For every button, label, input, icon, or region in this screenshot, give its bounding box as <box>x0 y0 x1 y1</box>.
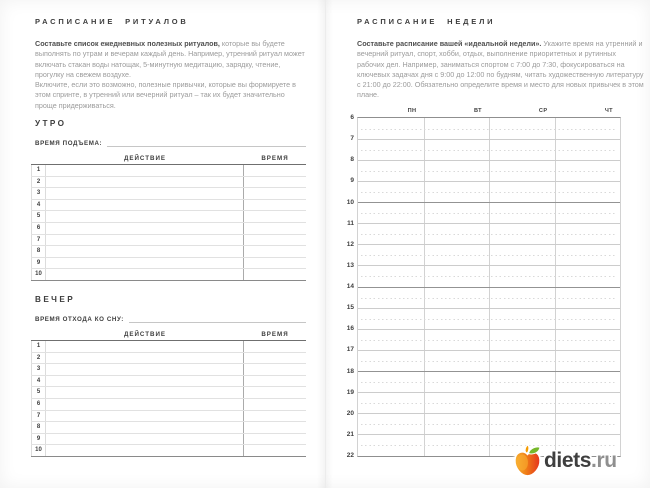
table-row <box>31 269 306 281</box>
half-hour-line <box>361 403 617 404</box>
hour-line <box>358 223 620 224</box>
row-number: 4 <box>31 200 46 211</box>
hour-line <box>358 392 620 393</box>
row-number: 10 <box>31 445 46 456</box>
row-number: 3 <box>31 364 46 375</box>
table-row <box>31 376 306 388</box>
action-cell <box>46 235 244 246</box>
day-header-пн: ПН <box>407 108 417 114</box>
half-hour-line <box>361 150 617 151</box>
time-cell <box>244 269 306 280</box>
row-number: 7 <box>31 411 46 422</box>
row-number: 8 <box>31 246 46 257</box>
time-cell <box>244 341 306 352</box>
hour-line <box>358 287 620 288</box>
page-gutter-divider <box>325 0 326 488</box>
hour-label-22: 22 <box>346 452 354 459</box>
time-cell <box>244 411 306 422</box>
action-cell <box>46 211 244 222</box>
hour-line <box>358 350 620 351</box>
action-cell <box>46 200 244 211</box>
logo-domain: .ru <box>591 448 617 472</box>
evening-rituals-table <box>31 328 306 457</box>
bed-time-field <box>35 314 306 323</box>
week-intro-text <box>357 39 645 101</box>
table-row <box>31 200 306 212</box>
wake-time-label: ВРЕМЯ ПОДЪЕМА: <box>35 140 103 147</box>
time-cell <box>244 258 306 269</box>
column-header-action: ДЕЙСТВИЕ <box>123 154 167 162</box>
table-row <box>31 422 306 434</box>
hour-line <box>358 265 620 266</box>
half-hour-line <box>361 171 617 172</box>
row-number: 8 <box>31 422 46 433</box>
hour-line <box>358 139 620 140</box>
row-number: 2 <box>31 177 46 188</box>
half-hour-line <box>361 192 617 193</box>
action-cell <box>46 422 244 433</box>
morning-rituals-table <box>31 152 306 281</box>
page-title-rituals: РАСПИСАНИЕ РИТУАЛОВ <box>35 17 189 26</box>
action-cell <box>46 376 244 387</box>
half-hour-line <box>361 361 617 362</box>
action-cell <box>46 399 244 410</box>
hour-label-17: 17 <box>346 346 354 354</box>
time-cell <box>244 200 306 211</box>
hour-label-21: 21 <box>346 430 354 438</box>
time-cell <box>244 177 306 188</box>
action-cell <box>46 364 244 375</box>
table-row <box>31 211 306 223</box>
time-cell <box>244 353 306 364</box>
table-row <box>31 235 306 247</box>
action-cell <box>46 341 244 352</box>
hour-line <box>358 160 620 161</box>
column-header-time: ВРЕМЯ <box>261 330 289 338</box>
hour-label-6: 6 <box>350 114 354 121</box>
time-cell <box>244 223 306 234</box>
action-cell <box>46 387 244 398</box>
row-number: 10 <box>31 269 46 280</box>
rituals-intro-text <box>35 39 307 111</box>
intro-lead-bold: Составьте расписание вашей «идеальной недели». <box>357 39 542 48</box>
hour-line <box>358 181 620 182</box>
hour-line <box>358 329 620 330</box>
morning-section-title: УТРО <box>35 119 67 128</box>
hour-label-16: 16 <box>346 325 354 333</box>
intro-lead-rest: Укажите время на утренний и вечерний ритуал, спорт, хобби, отдых, выполнение приоритетных и рутинных рабочих дел. Например, заниматься спортом с 7:00 до 7:30, фокусироваться на ключевых задачах дня с 9:00 до 12:00 по будням, читать художественную литературу с 21:00 до 22:00. Обязательно определите время и место для новых привычек в этом плане. <box>357 39 644 100</box>
table-row <box>31 364 306 376</box>
hour-label-10: 10 <box>346 198 354 206</box>
evening-section-title: ВЕЧЕР <box>35 295 76 304</box>
half-hour-line <box>361 340 617 341</box>
half-hour-line <box>361 255 617 256</box>
table-row <box>31 387 306 399</box>
half-hour-line <box>361 234 617 235</box>
table-header-row <box>31 152 306 165</box>
time-cell <box>244 211 306 222</box>
table-row <box>31 445 306 457</box>
day-header-чт: ЧТ <box>604 108 613 114</box>
diets-logo[interactable] <box>512 444 617 477</box>
page-title-week: РАСПИСАНИЕ НЕДЕЛИ <box>357 17 496 26</box>
table-row <box>31 246 306 258</box>
table-row <box>31 177 306 189</box>
action-cell <box>46 246 244 257</box>
time-cell <box>244 399 306 410</box>
row-number: 5 <box>31 387 46 398</box>
time-cell <box>244 235 306 246</box>
week-schedule-grid <box>346 108 621 459</box>
row-number: 7 <box>31 235 46 246</box>
action-cell <box>46 353 244 364</box>
row-number: 1 <box>31 165 46 176</box>
evening-section <box>31 295 306 457</box>
row-number: 4 <box>31 376 46 387</box>
half-hour-line <box>361 319 617 320</box>
time-cell <box>244 246 306 257</box>
column-header-action: ДЕЙСТВИЕ <box>123 330 167 338</box>
hour-line <box>358 434 620 435</box>
hour-line <box>358 371 620 372</box>
action-cell <box>46 434 244 445</box>
table-row <box>31 165 306 177</box>
hour-line <box>358 244 620 245</box>
hour-line <box>358 202 620 203</box>
time-cell <box>244 387 306 398</box>
day-header-вт: ВТ <box>473 108 482 114</box>
intro-paragraph <box>357 39 645 101</box>
time-cell <box>244 376 306 387</box>
table-body <box>31 165 306 281</box>
time-cell <box>244 364 306 375</box>
table-row <box>31 399 306 411</box>
action-cell <box>46 258 244 269</box>
bed-time-write-line <box>129 314 306 323</box>
intro-lead-bold: Составьте список ежедневных полезных ритуалов, <box>35 39 220 48</box>
action-cell <box>46 223 244 234</box>
intro-paragraph <box>35 39 307 80</box>
row-number: 5 <box>31 211 46 222</box>
day-header-ср: СР <box>538 108 548 114</box>
row-number: 6 <box>31 399 46 410</box>
time-cell <box>244 445 306 456</box>
hour-label-20: 20 <box>346 409 354 417</box>
table-row <box>31 411 306 423</box>
half-hour-line <box>361 276 617 277</box>
morning-section <box>31 119 306 281</box>
hour-label-19: 19 <box>346 388 354 396</box>
row-number: 6 <box>31 223 46 234</box>
time-cell <box>244 188 306 199</box>
half-hour-line <box>361 382 617 383</box>
time-cell <box>244 165 306 176</box>
intro-lead-rest: которые вы будете выполнять по утрам и вечерам каждый день. Например, утренний ритуал может включать стакан воды натощак, 5-минутную медитацию, зарядку, чтение, прогулку на свежем воздухе. <box>35 39 305 79</box>
row-number: 1 <box>31 341 46 352</box>
hour-label-11: 11 <box>347 219 354 227</box>
table-row <box>31 188 306 200</box>
time-cell <box>244 422 306 433</box>
logo-text <box>544 449 617 473</box>
intro-note: Включите, если это возможно, полезные привычки, которые вы формируете в этом спринте, в утренний или вечерний ритуал – так их будет значительно проще придерживаться. <box>35 80 296 110</box>
wake-time-write-line <box>107 138 306 147</box>
hour-label-12: 12 <box>346 240 354 248</box>
action-cell <box>46 269 244 280</box>
table-body <box>31 341 306 457</box>
action-cell <box>46 188 244 199</box>
table-row <box>31 434 306 446</box>
apple-icon <box>512 444 543 477</box>
hour-label-9: 9 <box>350 177 354 185</box>
action-cell <box>46 411 244 422</box>
wake-time-field <box>35 138 306 147</box>
hour-label-8: 8 <box>350 156 354 164</box>
time-cell <box>244 434 306 445</box>
action-cell <box>46 165 244 176</box>
half-hour-line <box>361 298 617 299</box>
hour-line <box>358 308 620 309</box>
row-number: 9 <box>31 434 46 445</box>
hour-label-13: 13 <box>346 261 354 269</box>
table-row <box>31 353 306 365</box>
action-cell <box>46 445 244 456</box>
bed-time-label: ВРЕМЯ ОТХОДА КО СНУ: <box>35 316 124 323</box>
logo-brand: diets <box>544 448 592 472</box>
half-hour-line <box>361 424 617 425</box>
half-hour-line <box>361 213 617 214</box>
half-hour-line <box>361 129 617 130</box>
table-row <box>31 258 306 270</box>
table-row <box>31 341 306 353</box>
hour-line <box>358 413 620 414</box>
hour-label-14: 14 <box>346 283 354 290</box>
action-cell <box>46 177 244 188</box>
table-row <box>31 223 306 235</box>
hour-label-7: 7 <box>350 135 354 143</box>
row-number: 3 <box>31 188 46 199</box>
hour-label-15: 15 <box>346 304 354 312</box>
row-number: 2 <box>31 353 46 364</box>
column-header-time: ВРЕМЯ <box>261 154 289 162</box>
hour-label-18: 18 <box>346 367 354 375</box>
table-header-row <box>31 328 306 341</box>
row-number: 9 <box>31 258 46 269</box>
